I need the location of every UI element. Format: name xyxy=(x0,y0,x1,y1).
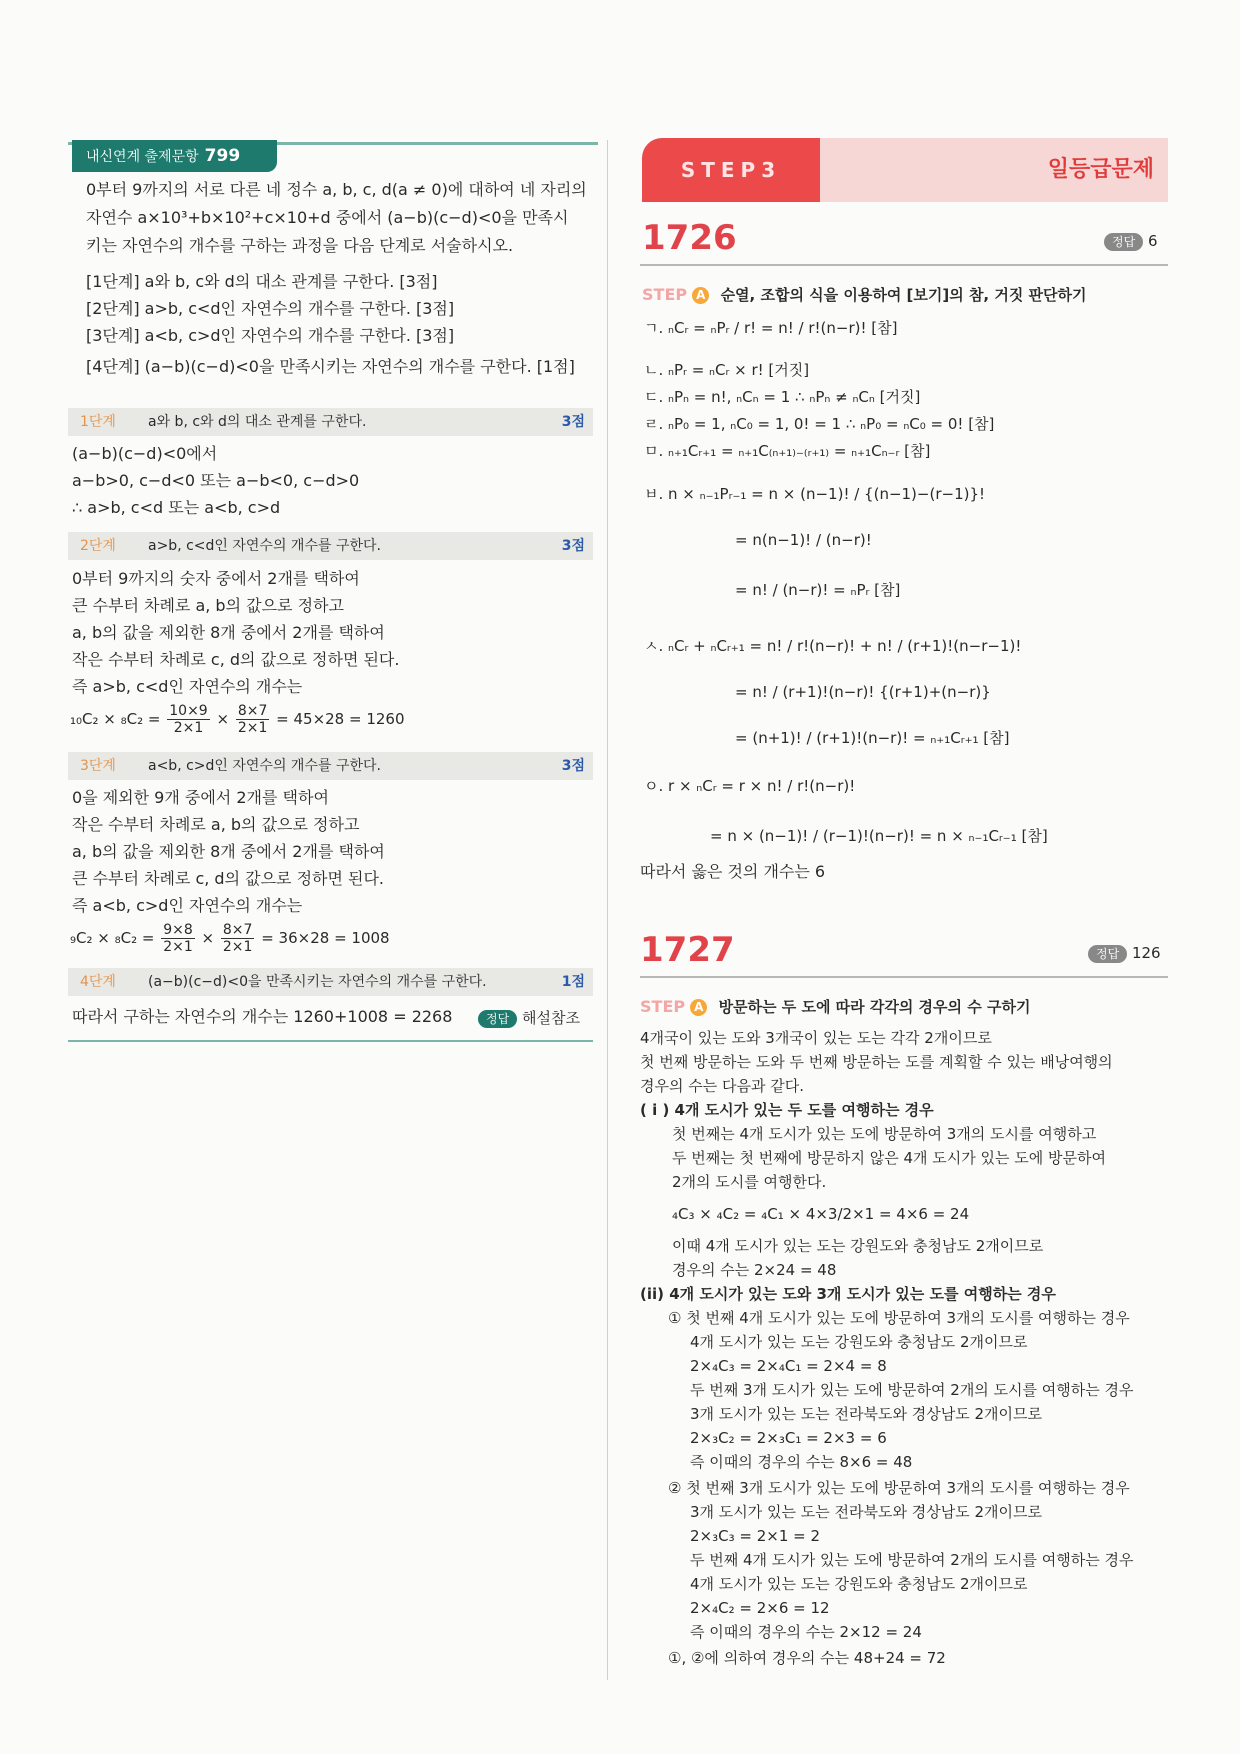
stage3-frac-1 xyxy=(161,922,195,955)
p1727-line-3: 경우의 수는 다음과 같다. xyxy=(640,1077,804,1095)
answer-1727-label: 정답 xyxy=(1088,945,1127,963)
step3-tab: STEP3 xyxy=(642,138,820,202)
answer-1726-label: 정답 xyxy=(1104,233,1143,251)
p1727-line-17: 2×₃C₂ = 2×₃C₁ = 2×3 = 6 xyxy=(690,1429,887,1447)
rule-1726 xyxy=(640,264,1168,266)
p1727-line-20: 3개 도시가 있는 도는 전라북도와 경상남도 2개이므로 xyxy=(690,1503,1042,1521)
stage1-line-3: ∴ a>b, c<d 또는 a<b, c>d xyxy=(72,498,281,517)
p1726-line-7: = n(n−1)! / (n−r)! xyxy=(735,531,872,549)
p1727-line-5: 첫 번째는 4개 도시가 있는 도에 방문하여 3개의 도시를 여행하고 xyxy=(672,1125,1097,1143)
stage2-eq-pre: ₁₀C₂ × ₈C₂ = xyxy=(70,710,161,728)
stage3-frac2-num: 8×7 xyxy=(222,922,253,938)
stage-line-2: [2단계] a>b, c<d인 자연수의 개수를 구한다. [3점] xyxy=(86,299,455,318)
p1727-line-1: 4개국이 있는 도와 3개국이 있는 도는 각각 2개이므로 xyxy=(640,1029,992,1047)
stage2-eq-post: = 45×28 = 1260 xyxy=(276,710,405,728)
problem-line-2: 자연수 a×10³+b×10²+c×10+d 중에서 (a−b)(c−d)<0을 만족시 xyxy=(86,208,569,227)
answer-1726 xyxy=(1104,232,1158,251)
step-letter-1726: A xyxy=(692,287,709,304)
answer-badge: 정답 xyxy=(478,1010,517,1028)
stage2-title: a>b, c<d인 자연수의 개수를 구한다. xyxy=(148,538,381,554)
stage1-header xyxy=(68,408,593,436)
stage3-line-3: a, b의 값을 제외한 8개 중에서 2개를 택하여 xyxy=(72,842,385,861)
stage3-frac1-den: 2×1 xyxy=(163,939,193,955)
p1726-line-1: ㄱ. ₙCᵣ = ₙPᵣ / r! = n! / r!(n−r)! [참] xyxy=(644,319,898,337)
p1726-line-11: = (n+1)! / (r+1)!(n−r)! = ₙ₊₁Cᵣ₊₁ [참] xyxy=(735,729,1010,747)
stage1-points: 3점 xyxy=(561,414,585,430)
stage-line-1: [1단계] a와 b, c와 d의 대소 관계를 구한다. [3점] xyxy=(86,272,438,291)
stage4-line: 따라서 구하는 자연수의 개수는 1260+1008 = 2268 xyxy=(72,1007,453,1026)
p1727-line-24: 2×₄C₂ = 2×6 = 12 xyxy=(690,1599,830,1617)
stage3-line-1: 0을 제외한 9개 중에서 2개를 택하여 xyxy=(72,788,329,807)
step-label-1726: STEP xyxy=(642,285,688,304)
stage3-title: a<b, c>d인 자연수의 개수를 구한다. xyxy=(148,758,381,774)
p1727-line-12: ① 첫 번째 4개 도시가 있는 도에 방문하여 3개의 도시를 여행하는 경우 xyxy=(668,1309,1130,1327)
problem-line-1: 0부터 9까지의 서로 다른 네 정수 a, b, c, d(a ≠ 0)에 대하여 네 자리의 xyxy=(86,180,587,199)
step3-banner xyxy=(820,138,1168,202)
naesin-label: 내신연계 출제문항 xyxy=(86,149,199,165)
stage3-header xyxy=(68,752,593,780)
p1727-line-25: 즉 이때의 경우의 수는 2×12 = 24 xyxy=(690,1623,922,1641)
step-letter-1727: A xyxy=(690,999,707,1016)
stage1-number: 1단계 xyxy=(80,414,116,430)
left-bottom-rule xyxy=(68,1040,593,1042)
step-label-1727: STEP xyxy=(640,997,686,1016)
p1727-line-9: 이때 4개 도시가 있는 도는 강원도와 충청남도 2개이므로 xyxy=(672,1237,1044,1255)
p1727-line-14: 2×₄C₃ = 2×₄C₁ = 2×4 = 8 xyxy=(690,1357,887,1375)
p1726-line-10: = n! / (r+1)!(n−r)! {(r+1)+(n−r)} xyxy=(735,683,991,701)
p1727-line-26: ①, ②에 의하여 경우의 수는 48+24 = 72 xyxy=(668,1649,946,1667)
answer-1726-value: 6 xyxy=(1147,232,1158,250)
p1726-line-4: ㄹ. ₙP₀ = 1, ₙC₀ = 1, 0! = 1 ∴ ₙP₀ = ₙC₀ = 0! [참] xyxy=(644,415,995,433)
p1727-line-6: 두 번째는 첫 번째에 방문하지 않은 4개 도시가 있는 도에 방문하여 xyxy=(672,1149,1106,1167)
stage2-line-4: 작은 수부터 차례로 c, d의 값으로 정하면 된다. xyxy=(72,650,400,669)
naesin-badge xyxy=(72,140,277,172)
stage2-frac-1 xyxy=(167,703,209,736)
step-title-1727: 방문하는 두 도에 따라 각각의 경우의 수 구하기 xyxy=(718,998,1031,1016)
stage2-frac2-num: 8×7 xyxy=(237,703,268,719)
stage3-points: 3점 xyxy=(561,758,585,774)
stage2-line-3: a, b의 값을 제외한 8개 중에서 2개를 택하여 xyxy=(72,623,385,642)
problem-line-3: 키는 자연수의 개수를 구하는 과정을 다음 단계로 서술하시오. xyxy=(86,236,514,255)
stage4-points: 1점 xyxy=(561,974,585,990)
stage1-line-1: (a−b)(c−d)<0에서 xyxy=(72,444,218,463)
answer-1727-value: 126 xyxy=(1131,944,1161,962)
stage3-line-5: 즉 a<b, c>d인 자연수의 개수는 xyxy=(72,896,303,915)
p1727-line-23: 4개 도시가 있는 도는 강원도와 충청남도 2개이므로 xyxy=(690,1575,1028,1593)
stage1-title: a와 b, c와 d의 대소 관계를 구한다. xyxy=(148,414,367,430)
stage4-answer xyxy=(478,1007,580,1028)
p1726-line-3: ㄷ. ₙPₙ = n!, ₙCₙ = 1 ∴ ₙPₙ ≠ ₙCₙ [거짓] xyxy=(644,388,921,406)
stage3-frac2-den: 2×1 xyxy=(222,939,253,955)
stage2-frac1-num: 10×9 xyxy=(169,703,208,719)
p1726-line-6: ㅂ. n × ₙ₋₁Pᵣ₋₁ = n × (n−1)! / {(n−1)−(r−1)}! xyxy=(644,485,986,503)
stage1-line-2: a−b>0, c−d<0 또는 a−b<0, c−d>0 xyxy=(72,471,360,490)
stage2-line-5: 즉 a>b, c<d인 자연수의 개수는 xyxy=(72,677,303,696)
p1727-line-22: 두 번째 4개 도시가 있는 도에 방문하여 2개의 도시를 여행하는 경우 xyxy=(690,1551,1134,1569)
p1726-line-2: ㄴ. ₙPᵣ = ₙCᵣ × r! [거짓] xyxy=(644,361,810,379)
step-a-1727 xyxy=(640,996,1030,1017)
stage2-points: 3점 xyxy=(561,538,585,554)
stage2-equation: ₁₀C₂ × ₈C₂ = $\frac{10\times 9}{2\times 1}$ × $\frac{8\times 7}{2\times 1}$ = 45×28 = 1260 xyxy=(70,703,405,736)
stage2-frac-2 xyxy=(236,703,270,736)
stage4-number: 4단계 xyxy=(80,974,116,990)
p1727-line-7: 2개의 도시를 여행한다. xyxy=(672,1173,827,1191)
p1727-line-10: 경우의 수는 2×24 = 48 xyxy=(672,1261,837,1279)
p1727-line-4: ( i ) 4개 도시가 있는 두 도를 여행하는 경우 xyxy=(640,1101,934,1119)
stage3-line-4: 큰 수부터 차례로 c, d의 값으로 정하면 된다. xyxy=(72,869,385,888)
stage3-equation: ₉C₂ × ₈C₂ = $\frac{9\times 8}{2\times 1}$ × $\frac{8\times 7}{2\times 1}$ = 36×28 = 1008 xyxy=(70,922,390,955)
stage2-line-2: 큰 수부터 차례로 a, b의 값으로 정하고 xyxy=(72,596,344,615)
stage3-eq-pre: ₉C₂ × ₈C₂ = xyxy=(70,929,155,947)
step3-title: 일등급문제 xyxy=(1047,157,1154,182)
p1727-line-13: 4개 도시가 있는 도는 강원도와 충청남도 2개이므로 xyxy=(690,1333,1028,1351)
stage2-number: 2단계 xyxy=(80,538,116,554)
stage3-frac1-num: 9×8 xyxy=(163,922,193,938)
stage2-line-1: 0부터 9까지의 숫자 중에서 2개를 택하여 xyxy=(72,569,360,588)
p1727-line-11: (ii) 4개 도시가 있는 도와 3개 도시가 있는 도를 여행하는 경우 xyxy=(640,1285,1056,1303)
p1727-line-2: 첫 번째 방문하는 도와 두 번째 방문하는 도를 계획할 수 있는 배낭여행의 xyxy=(640,1053,1113,1071)
p1726-line-13: = n × (n−1)! / (r−1)!(n−r)! = n × ₙ₋₁Cᵣ₋₁ [참] xyxy=(710,827,1048,845)
stage3-frac-2 xyxy=(221,922,255,955)
answer-text: 해설참조 xyxy=(521,1009,580,1027)
problem-number-1727: 1727 xyxy=(640,930,735,970)
p1726-conclusion: 따라서 옳은 것의 개수는 6 xyxy=(640,862,826,881)
stage4-title: (a−b)(c−d)<0을 만족시키는 자연수의 개수를 구한다. xyxy=(148,974,487,990)
answer-1727 xyxy=(1088,944,1161,963)
stage-line-4: [4단계] (a−b)(c−d)<0을 만족시키는 자연수의 개수를 구한다. [1점] xyxy=(86,357,575,376)
step-title-1726: 순열, 조합의 식을 이용하여 [보기]의 참, 거짓 판단하기 xyxy=(720,286,1087,304)
p1726-line-8: = n! / (n−r)! = ₙPᵣ [참] xyxy=(735,581,901,599)
p1726-line-5: ㅁ. ₙ₊₁Cᵣ₊₁ = ₙ₊₁C₍ₙ₊₁₎₋₍ᵣ₊₁₎ = ₙ₊₁Cₙ₋ᵣ [참] xyxy=(644,442,931,460)
naesin-number: 799 xyxy=(204,146,241,166)
stage2-header xyxy=(68,532,593,560)
p1727-line-21: 2×₃C₃ = 2×1 = 2 xyxy=(690,1527,821,1545)
stage2-frac2-den: 2×1 xyxy=(237,720,268,736)
p1726-line-12: ㅇ. r × ₙCᵣ = r × n! / r!(n−r)! xyxy=(644,777,856,795)
p1727-line-18: 즉 이때의 경우의 수는 8×6 = 48 xyxy=(690,1453,913,1471)
stage3-number: 3단계 xyxy=(80,758,116,774)
p1727-line-8: ₄C₃ × ₄C₂ = ₄C₁ × 4×3/2×1 = 4×6 = 24 xyxy=(672,1205,970,1223)
stage3-line-2: 작은 수부터 차례로 a, b의 값으로 정하고 xyxy=(72,815,360,834)
p1727-line-15: 두 번째 3개 도시가 있는 도에 방문하여 2개의 도시를 여행하는 경우 xyxy=(690,1381,1134,1399)
stage3-eq-post: = 36×28 = 1008 xyxy=(261,929,390,947)
problem-number-1726: 1726 xyxy=(642,218,737,258)
stage2-frac1-den: 2×1 xyxy=(173,720,204,736)
step-a-1726 xyxy=(642,284,1087,305)
p1727-line-16: 3개 도시가 있는 도는 전라북도와 경상남도 2개이므로 xyxy=(690,1405,1042,1423)
stage-line-3: [3단계] a<b, c>d인 자연수의 개수를 구한다. [3점] xyxy=(86,326,455,345)
rule-1727 xyxy=(640,976,1168,978)
p1726-line-9: ㅅ. ₙCᵣ + ₙCᵣ₊₁ = n! / r!(n−r)! + n! / (r+1)!(n−r−1)! xyxy=(644,637,1022,655)
column-divider xyxy=(607,140,608,1680)
p1727-line-19: ② 첫 번째 3개 도시가 있는 도에 방문하여 3개의 도시를 여행하는 경우 xyxy=(668,1479,1130,1497)
stage4-header xyxy=(68,968,593,996)
